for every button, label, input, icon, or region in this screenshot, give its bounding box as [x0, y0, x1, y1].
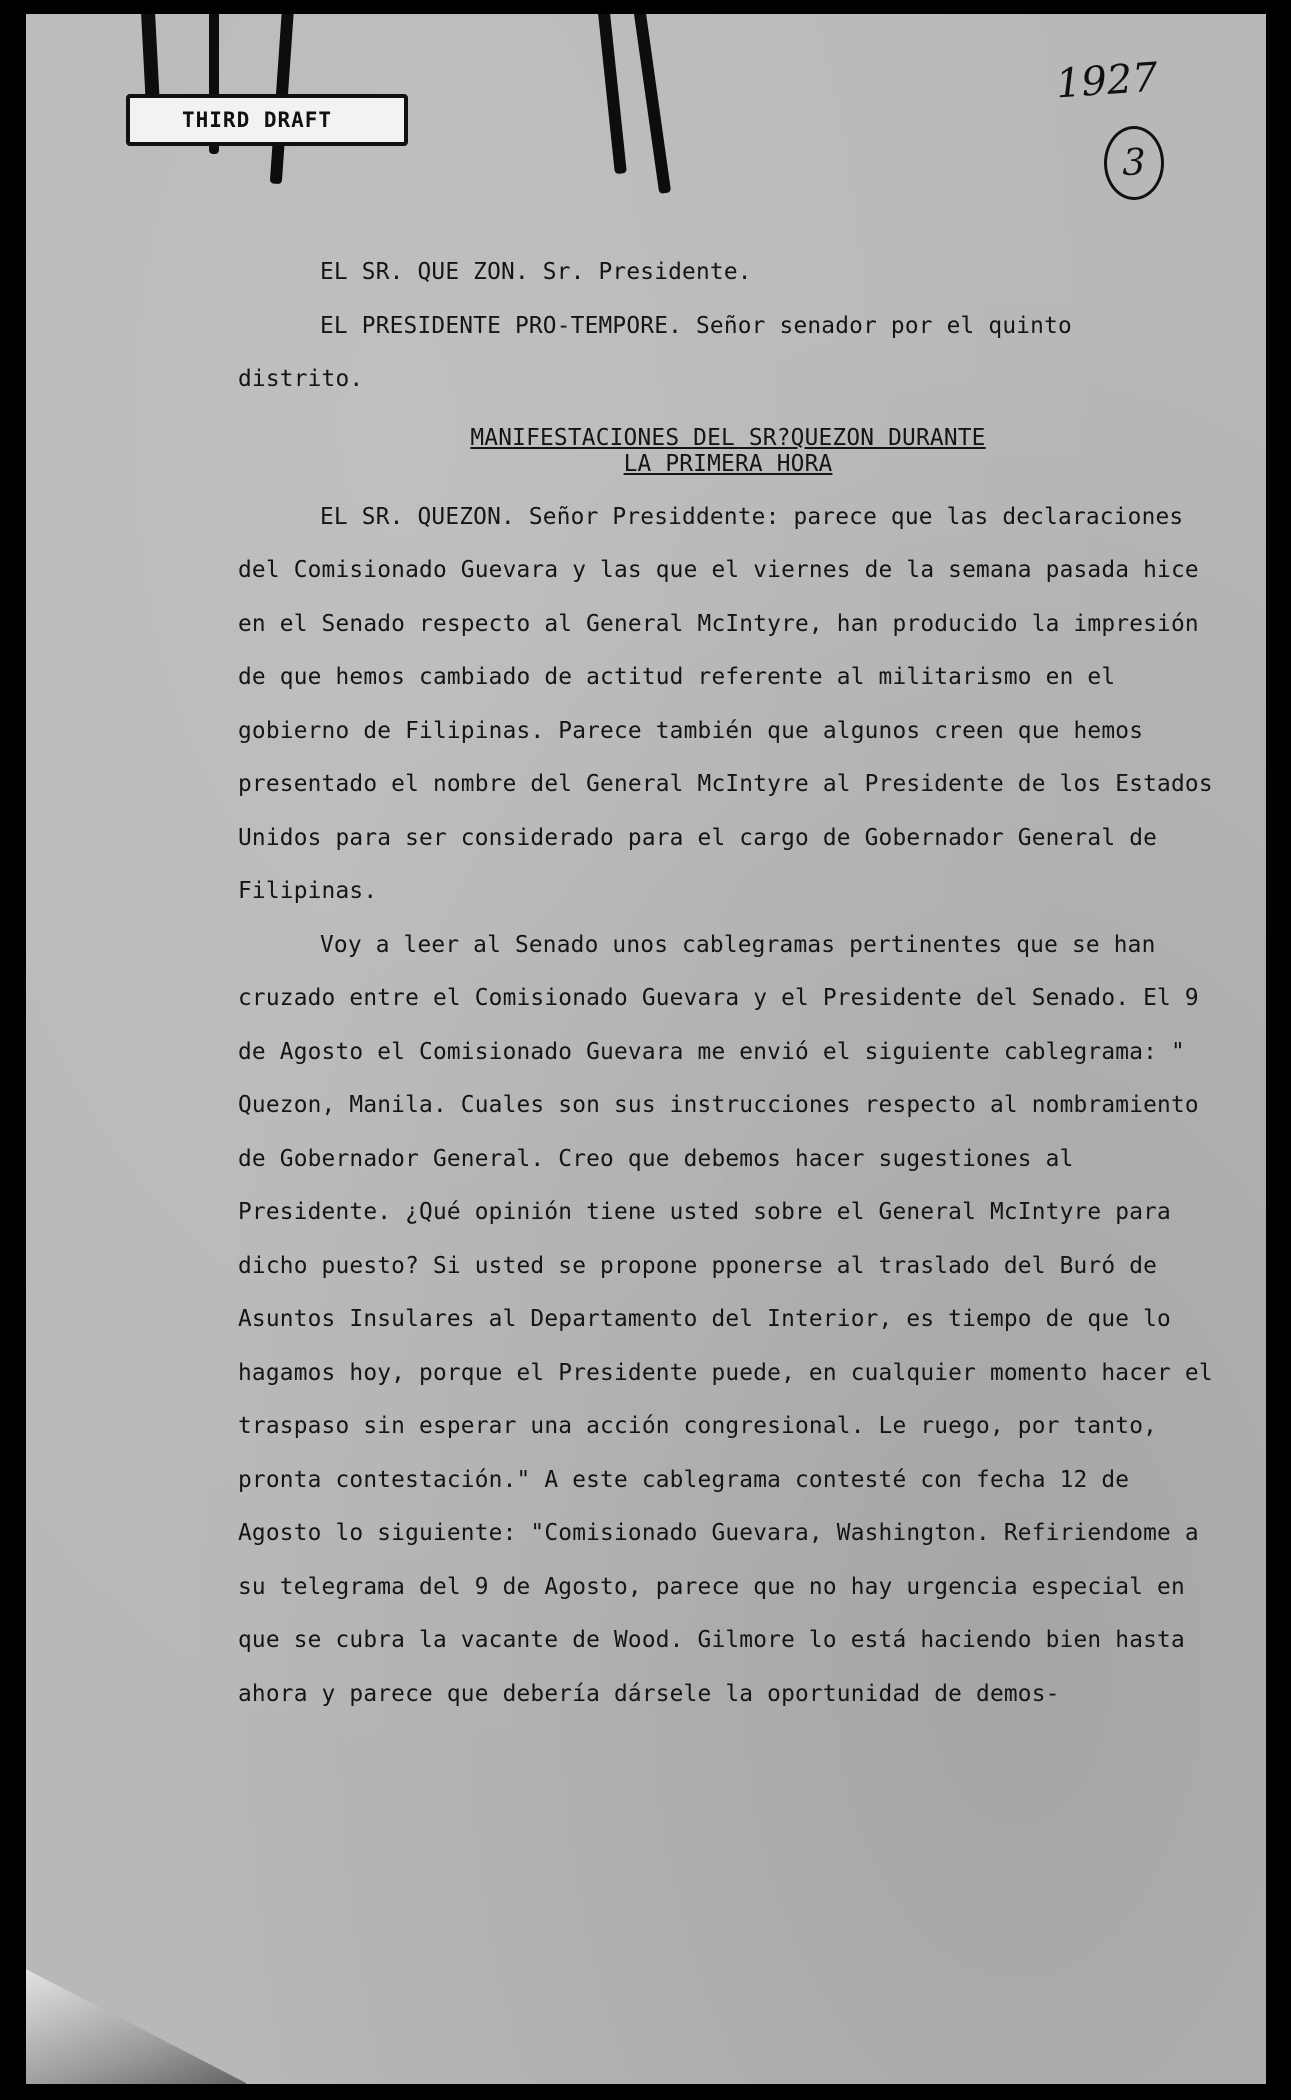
handwritten-year: 1927: [1054, 54, 1160, 108]
handwritten-page-number: [1104, 126, 1164, 200]
section-heading: [428, 425, 1028, 477]
heading-line-2: LA PRIMERA HORA: [623, 450, 833, 477]
folded-corner: [26, 1964, 246, 2084]
binding-mark: [633, 14, 671, 194]
speaker-line-1: EL SR. QUE ZON. Sr. Presidente.: [320, 259, 752, 285]
paragraph-2: Voy a leer al Senado unos cablegramas pertinentes que se han cruzado entre el Comisionado Guevara y el Presidente del Senado. El 9 de Agosto el Comisionado Guevara me envió el siguiente cablegrama: " Quezon, Manila. Cuales son sus instrucciones respecto al nombramiento de Gobernador General. Creo que debemos hacer sugestiones al Presidente. ¿Qué opinión tiene usted sobre el General McIntyre para dicho puesto? Si usted se propone pponerse al traslado del Buró de Asuntos Insulares al Departamento del Interior, es tiempo de que lo hagamos hoy, porque el Presidente puede, en cualquier momento hacer el traspaso sin esperar una acción congresional. Le ruego, por tanto, pronta contestación." A este cablegrama contesté con fecha 12 de Agosto lo siguiente: "Comisionado Guevara, Washington. Refiriendome a su telegrama del 9 de Agosto, parece que no hay urgencia especial en que se cubra la vacante de Wood. Gilmore lo está haciendo bien hasta ahora y parece que debería dársele la oportunidad de demos-: [238, 931, 1213, 1707]
page-number-text: 3: [1122, 142, 1146, 184]
typed-text: [238, 246, 1218, 1721]
binding-mark: [597, 14, 627, 174]
speaker-line-3: distrito.: [238, 366, 364, 392]
draft-label: THIRD DRAFT: [126, 94, 408, 146]
heading-line-1: MANIFESTACIONES DEL SR?QUEZON DURANTE: [470, 424, 986, 451]
paragraph-1: EL SR. QUEZON. Señor Presiddente: parece que las declaraciones del Comisionado Guevara y las que el viernes de la semana pasada hice en el Senado respecto al General McIntyre, han producido la impresión de que hemos cambiado de actitud referente al militarismo en el gobierno de Filipinas. Parece también que algunos creen que hemos presentado el nombre del General McIntyre al Presidente de los Estados Unidos para ser considerado para el cargo de Gobernador General de Filipinas.: [238, 503, 1213, 904]
speaker-line-2: EL PRESIDENTE PRO-TEMPORE. Señor senador por el quinto: [320, 312, 1072, 339]
document-page: [26, 14, 1266, 2084]
